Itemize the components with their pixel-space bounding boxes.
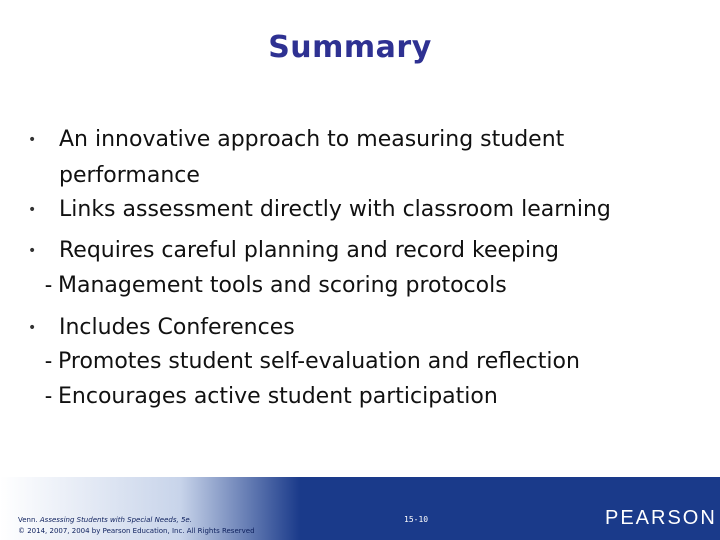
citation bbox=[18, 515, 255, 537]
sub-bullet-text: Promotes student self-evaluation and reflection bbox=[58, 349, 580, 374]
bullet-text: An innovative approach to measuring student performance bbox=[59, 127, 565, 188]
bullet-marker: • bbox=[28, 243, 37, 259]
bullet-text: Includes Conferences bbox=[59, 315, 295, 340]
sub-bullet-text: Encourages active student participation bbox=[58, 384, 498, 409]
sub-bullet-marker: – bbox=[45, 389, 52, 405]
page-number: 15-10 bbox=[404, 515, 429, 524]
citation-title: Assessing Students with Special Needs, 5e. bbox=[39, 516, 192, 524]
bullet-text: Links assessment directly with classroom learning bbox=[59, 197, 611, 222]
citation-copyright: © 2014, 2007, 2004 by Pearson Education, Inc. All Rights Reserved bbox=[18, 527, 255, 535]
bullet-text: Requires careful planning and record keeping bbox=[59, 238, 559, 263]
sub-bullet-marker: – bbox=[45, 354, 52, 370]
slide-title: Summary bbox=[268, 30, 432, 65]
bullet-marker: • bbox=[28, 320, 37, 336]
sub-bullet-text: Management tools and scoring protocols bbox=[58, 273, 507, 298]
citation-author: Venn. bbox=[18, 516, 38, 524]
sub-bullet-marker: – bbox=[45, 278, 52, 294]
footer-band bbox=[0, 477, 720, 540]
bullet-marker: • bbox=[28, 202, 37, 218]
bullet-marker: • bbox=[28, 132, 37, 148]
pearson-logo: PEARSON bbox=[605, 507, 717, 529]
